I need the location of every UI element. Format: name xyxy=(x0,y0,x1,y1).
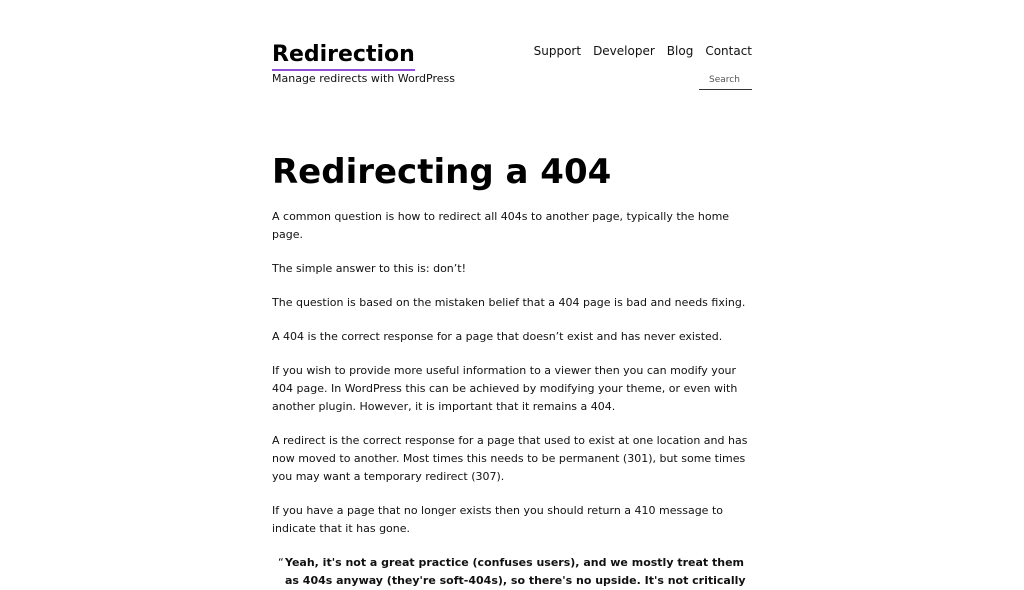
post-paragraph: A redirect is the correct response for a page that used to exist at one location and has now moved to another. Most times this needs to be permanent (301), but some times you may want a temporary redirect (307). xyxy=(272,434,748,483)
post-title: Redirecting a 404 xyxy=(272,152,612,192)
nav-item-support[interactable]: Support xyxy=(533,44,582,58)
search-input[interactable] xyxy=(699,70,752,90)
site-title-link[interactable]: Redirection xyxy=(272,41,415,71)
blockquote-text: Yeah, it's not a great practice (confuses users), and we mostly treat them as 404s anyway (they're soft-404s), so there's no upside. It's not critically xyxy=(285,556,746,587)
post-blockquote xyxy=(272,554,752,590)
site-header xyxy=(272,38,752,98)
main-navigation xyxy=(534,44,752,58)
quote-mark-icon: “ xyxy=(278,556,284,569)
nav-item-blog[interactable]: Blog xyxy=(666,44,694,58)
nav-item-developer[interactable]: Developer xyxy=(593,44,655,58)
post-paragraph: A 404 is the correct response for a page that doesn’t exist and has never existed. xyxy=(272,330,723,343)
post-paragraph: A common question is how to redirect all 404s to another page, typically the home page. xyxy=(272,210,730,241)
post-paragraph: The question is based on the mistaken belief that a 404 page is bad and needs fixing. xyxy=(272,296,746,309)
post-paragraph: If you wish to provide more useful information to a viewer then you can modify your 404 page. In WordPress this can be achieved by modifying your theme, or even with another plugin. However, it is important that it remains a 404. xyxy=(272,364,738,413)
nav-item-contact[interactable]: Contact xyxy=(705,44,752,58)
post-paragraph: If you have a page that no longer exists then you should return a 410 message to indicate that it has gone. xyxy=(272,504,723,535)
main-content xyxy=(272,150,752,590)
post-body xyxy=(272,208,752,590)
post-paragraph: The simple answer to this is: don’t! xyxy=(272,262,466,275)
site-tagline: Manage redirects with WordPress xyxy=(272,72,455,85)
